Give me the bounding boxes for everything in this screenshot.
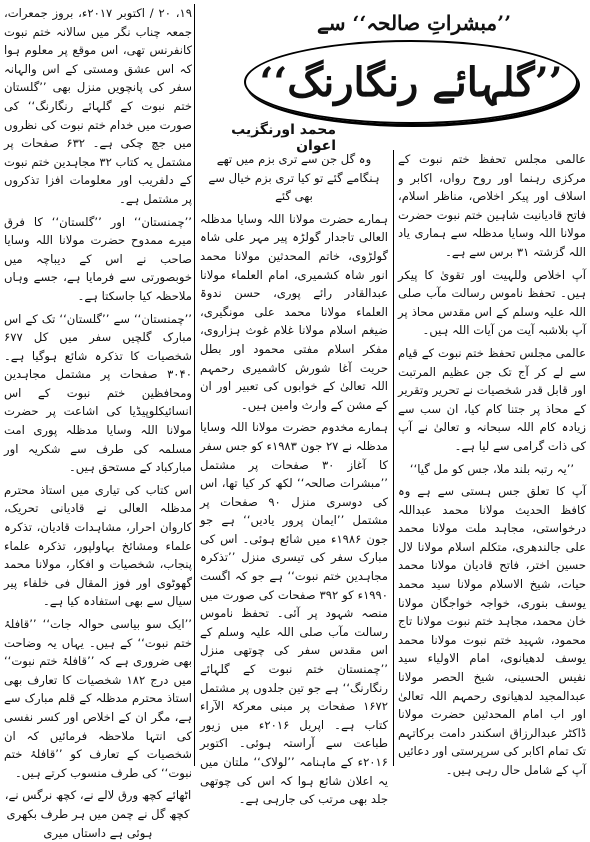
paragraph: اس کتاب کی تیاری میں استاذ محترم مدظلہ العالی نے قادیانی تحریک، کاروان احرار، مشاہدات قادیان، تذکرہ علماء ومشائخ بہاولپور، تذکرہ علماء پنجاب، شخصیات و افکار، مولانا محمد گھوٹوی اور فوز المقال فی خلفاء پیر سیال سے بھی استفادہ کیا ہے۔ bbox=[4, 482, 192, 609]
paragraph: عالمی مجلس تحفظ ختم نبوت کے قیام سے لے کر آج تک جن عظیم المرتبت اور قابل قدر شخصیات نے تحریر وتقریر کے محاذ پر جتنا کام کیا، ان سب سے زیادہ کام اللہ سبحانہ و تعالیٰ نے آپ کی ذات گرامی سے لیا ہے۔ bbox=[398, 345, 586, 453]
paragraph: عالمی مجلس تحفظ ختم نبوت کے مرکزی رہنما اور روح رواں، اکابر و اسلاف اور پیکر اخلاص، مناظر اسلام، فاتح قادیانیت شاہین ختم نبوت حضرت مولانا اللہ وسایا مدظلہ سے ہماری یاد اللہ گزشتہ ۳۱ برس سے ہے۔ bbox=[398, 152, 586, 259]
article-header bbox=[196, 0, 590, 154]
paragraph: ’’چمنستان‘‘ سے ’’گلستان‘‘ تک کے اس مبارک گلچیں سفر میں کل ۶۷۷ شخصیات کا تذکرہ شائع ہوگیا ہے۔ ۳۰۴۰ صفحات پر مشتمل مجاہدین ومحافظین ختم نبوت کے اس انسائیکلوپیڈیا کی اشاعت پر حضرت مولانا اللہ وسایا مدظلہ پوری امت مسلمہ کی طرف سے شکریہ اور مبارکباد کے مستحق ہیں۔ bbox=[4, 311, 192, 475]
verse: اٹھائے کچھ ورق لالے نے، کچھ نرگس نے، کچھ گل نے چمن میں ہر طرف بکھری ہوئی ہے داستاں میری bbox=[4, 788, 192, 840]
article-title: ’’گلہائے رنگارنگ‘‘ bbox=[259, 58, 563, 106]
column-divider bbox=[194, 4, 195, 766]
paragraph: آپ کا تعلق جس ہستی سے ہے وہ کافظ الحدیث مولانا محمد عبداللہ درخواستی، مجاہد ملت مولانا محمد علی جالندھری، متکلم اسلام مولانا لال حسین اختر، فاتح قادیان مولانا محمد حیات، شیخ الاسلام مولانا سید محمد یوسف بنوری، خواجہ خواجگان مولانا خان محمد، مجاہد ختم نبوت مولانا تاج محمود، شہید ختم نبوت مولانا محمد یوسف لدھیانوی، امام الاولیاء سید نفیس الحسینی، شیخ الحصر مولانا عبدالمجید لدھیانوی رحمہم اللہ تعالیٰ اور اب امام المحدثین حضرت مولانا ڈاکٹر عبدالرزاق اسکندر دامت برکاتہم تک تمام اکابر کی سرپرستی اور دعائیں آپ کے شامل حال رہی ہیں۔ bbox=[398, 484, 586, 777]
column-right bbox=[398, 150, 586, 777]
kicker: ’’مبشراتِ صالحہ‘‘ سے bbox=[316, 11, 512, 35]
column-middle bbox=[200, 150, 388, 807]
title-frame bbox=[244, 40, 578, 124]
paragraph: ’’ایک سو بیاسی حوالہ جات‘‘ ’’قافلۂ ختم نبوت‘‘ کے ہیں۔ یہاں یہ وضاحت بھی ضروری ہے کہ ’’قافلۂ ختم نبوت‘‘ میں درج ۱۸۲ شخصیات کا تعارف بھی استاذ محترم مدظلہ کے قلم مبارک سے ہے، مگر ان کے اخلاص اور کسر نفسی کی انتہا ملاحظہ فرمائیں کہ ان شخصیات کے تعارف کو ’’قافلۂ ختم نبوت‘‘ کی طرف منسوب کرتے ہیں۔ bbox=[4, 617, 192, 780]
paragraph: ’’چمنستان‘‘ اور ’’گلستان‘‘ کا فرق میرے ممدوح حضرت مولانا اللہ وسایا صاحب نے اس کے دیباچہ میں خوبصورتی سے فرمایا ہے، جسے وہاں ملاحظہ کیا جاسکتا ہے۔ bbox=[4, 214, 192, 303]
paragraph: آپ اخلاص وللہیت اور تقویٰ کا پیکر ہیں۔ تحفظ ناموس رسالت مآب صلی اللہ علیہ وسلم کے اس مقدس محاذ پر آپ بلاشبہ آیت من آیات اللہ ہیں۔ bbox=[398, 267, 586, 338]
column-left bbox=[4, 4, 192, 840]
verse: وہ گل جن سے تری بزم میں تھے ہنگامے گئے تو کیا تری بزم خیال سے بھی گئے bbox=[208, 152, 380, 204]
paragraph: ۱۹، ۲۰ / اکتوبر ۲۰۱۷ء، بروز جمعرات، جمعہ چناب نگر میں سالانہ ختم نبوت کانفرنس تھی، اس موقع پر معلوم ہوا کہ اس عشق ومستی کے اس والہانہ سفر کی پانچویں منزل بھی ’’گلستان ختم نبوت کے گلہائے رنگارنگ‘‘ کی صورت میں خدام ختم نبوت کی نظروں میں جچ چکی ہے۔ ۶۳۲ صفحات پر مشتمل یہ کتاب ۳۲ مجاہدین ختم نبوت کے دلفریب اور معلومات افزا تذکروں پر مشتمل ہے۔ bbox=[4, 6, 192, 206]
paragraph: ہمارے حضرت مولانا اللہ وسایا مدظلہ العالی تاجدار گولڑہ پیر مہر علی شاہ گولڑوی، خاتم المحدثین مولانا محمد انور شاہ کشمیری، امام العلماء مولانا عبدالقادر رائے پوری، حسن ندوۃ العلماء مولانا محمد علی مونگیری، ضیغم اسلام مولانا غلام غوث ہزاروی، مفکر اسلام مفتی محمود اور بطل حریت آغا شورش کاشمیری رحمہم اللہ تعالیٰ کے خوابوں کی تعبیر اور ان کے مشن کے وارث وامین ہیں۔ bbox=[200, 211, 388, 412]
byline: محمد اورنگزیب اعوان bbox=[231, 122, 336, 154]
paragraph: ہمارے مخدوم حضرت مولانا اللہ وسایا مدظلہ نے ۲۷ جون ۱۹۸۳ء کو جس سفر کا آغاز ۳۰ صفحات پر مشتمل ’’مبشرات صالحہ‘‘ لکھ کر کیا تھا، اس کی دوسری منزل ۹۰ صفحات پر مشتمل ’’ایمان پرور یادیں‘‘ ہے جو جون ۱۹۸۶ء میں شائع ہوئی۔ اس کی مبارک سفر کی تیسری منزل ’’تذکرہ مجاہدین ختم نبوت‘‘ ہے جو کہ اگست ۱۹۹۰ء کو ۳۹۲ صفحات کی صورت میں منصہ شہود پر آئی۔ تحفظ ناموس رسالت مآب صلی اللہ علیہ وسلم کے اس مقدس سفر کی چوتھی منزل ’’چمنستان ختم نبوت کے گلہائے رنگارنگ‘‘ ہے جو تین جلدوں پر مشتمل ۱۶۷۲ صفحات پر مبنی معرکۃ الآراء کتاب ہے۔ اپریل ۲۰۱۶ء میں زیور طباعت سے آراستہ ہوئی۔ اکتوبر ۲۰۱۶ء کے ماہنامہ ’’لولاک‘‘ ملتان میں یہ اعلان شائع ہوا کہ اس کی چوتھی جلد بھی مرتب کی جارہی ہے۔ bbox=[200, 420, 388, 807]
verse: ’’یہ رتبہ بلند ملا، جس کو مل گیا‘‘ bbox=[409, 461, 575, 476]
column-divider bbox=[393, 150, 394, 766]
